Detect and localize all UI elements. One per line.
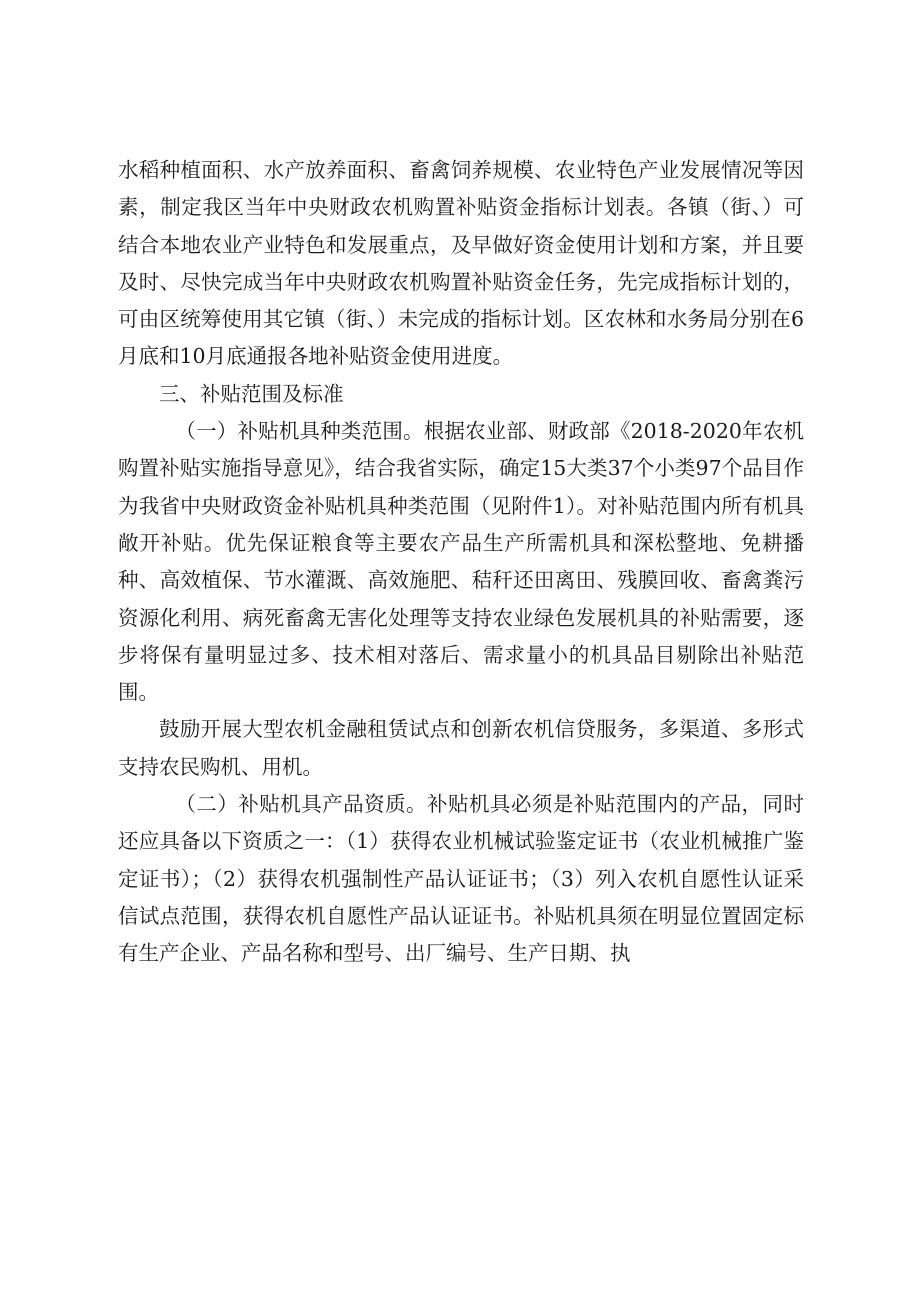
paragraph-product-qualification: （二）补贴机具产品资质。补贴机具必须是补贴范围内的产品，同时还应具备以下资质之一：（1）获得农业机械试验鉴定证书（农业机械推广鉴定证书）；（2）获得农机强制性产品认证证书；（3）列入农机自愿性认证采信试点范围，获得农机自愿性产品认证证书。补贴机具须在明显位置固定标有生产企业、产品名称和型号、出厂编号、生产日期、执: [118, 792, 804, 966]
paragraph-machine-types: （一）补贴机具种类范围。根据农业部、财政部《2018-2020年农机购置补贴实施指导意见》，结合我省实际，确定15大类37个小类97个品目作为我省中央财政资金补贴机具种类范围（见附件1）。对补贴范围内所有机具敞开补贴。优先保证粮食等主要农产品生产所需机具和深松整地、免耕播种、高效植保、节水灌溉、高效施肥、秸秆还田离田、残膜回收、畜禽粪污资源化利用、病死畜禽无害化处理等支持农业绿色发展机具的补贴需要，逐步将保有量明显过多、技术相对落后、需求量小的机具品目剔除出补贴范围。: [118, 419, 804, 705]
document-body: [118, 152, 804, 973]
paragraph-subsidy-plan: 水稻种植面积、水产放养面积、畜禽饲养规模、农业特色产业发展情况等因素，制定我区当年中央财政农机购置补贴资金指标计划表。各镇（街、）可结合本地农业产业特色和发展重点，及早做好资金使用计划和方案，并且要及时、尽快完成当年中央财政农机购置补贴资金任务，先完成指标计划的，可由区统筹使用其它镇（街、）未完成的指标计划。区农林和水务局分别在6月底和10月底通报各地补贴资金使用进度。: [118, 158, 804, 369]
section-heading-subsidy-scope: 三、补贴范围及标准: [159, 381, 344, 406]
paragraph-financial-leasing: 鼓励开展大型农机金融租赁试点和创新农机信贷服务，多渠道、多形式支持农民购机、用机。: [118, 717, 804, 779]
